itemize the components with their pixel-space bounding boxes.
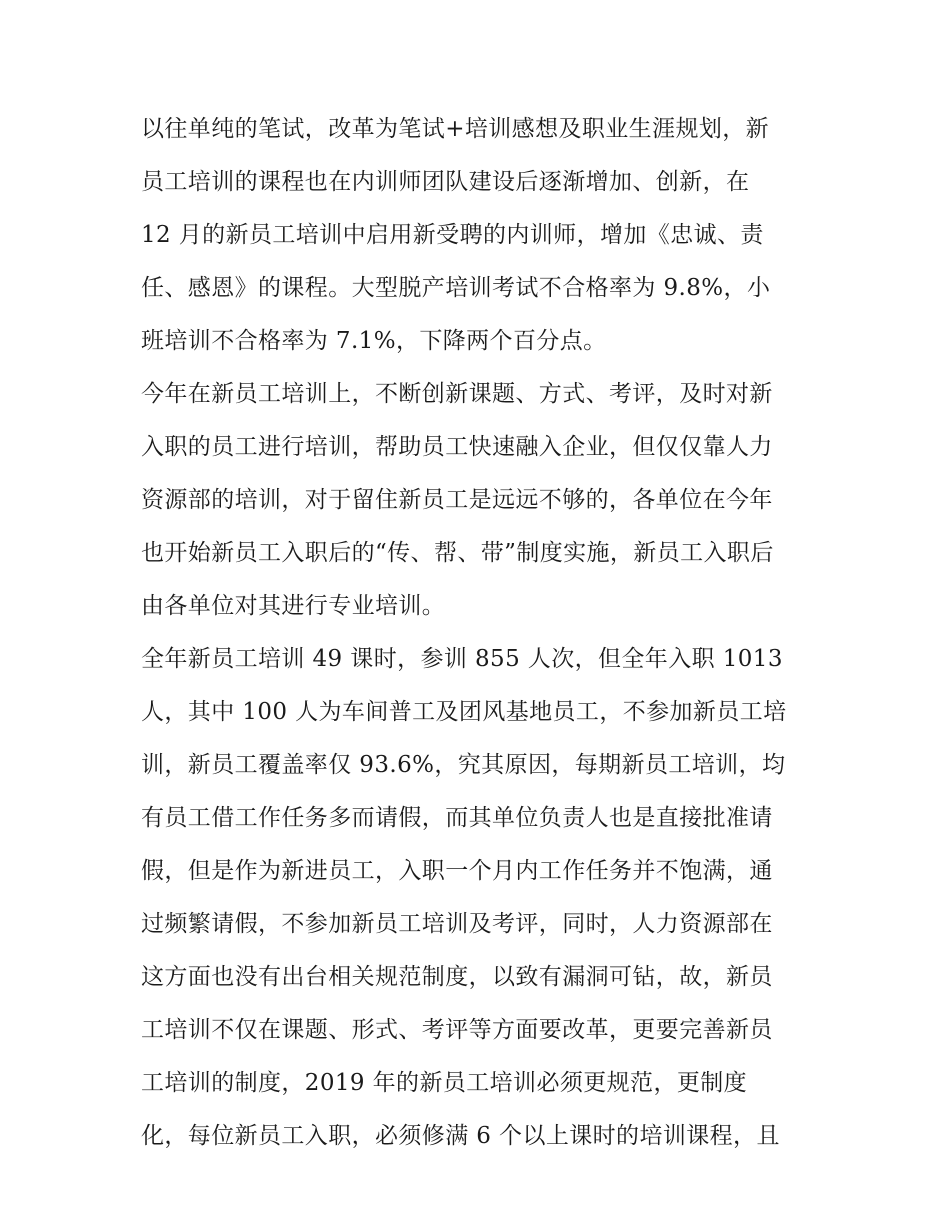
text-line: 任、感恩》的课程。大型脱产培训考试不合格率为 9.8%，小 (141, 275, 771, 301)
text-line: 有员工借工作任务多而请假，而其单位负责人也是直接批准请 (141, 805, 773, 831)
text-line: 人，其中 100 人为车间普工及团风基地员工，不参加新员工培 (141, 699, 787, 725)
text-line: 工培训不仅在课题、形式、考评等方面要改革，更要完善新员 (141, 1017, 773, 1043)
text-line: 员工培训的课程也在内训师团队建设后逐渐增加、创新，在 (141, 169, 750, 195)
text-line: 这方面也没有出台相关规范制度，以致有漏洞可钻，故，新员 (141, 964, 773, 990)
text-line: 12 月的新员工培训中启用新受聘的内训师，增加《忠诚、责 (141, 222, 764, 248)
text-line: 也开始新员工入职后的“传、帮、带”制度实施，新员工入职后 (141, 540, 774, 566)
text-line: 由各单位对其进行专业培训。 (141, 593, 446, 619)
text-line: 班培训不合格率为 7.1%，下降两个百分点。 (141, 328, 607, 354)
text-line: 入职的员工进行培训，帮助员工快速融入企业，但仅仅靠人力 (141, 434, 773, 460)
text-line: 全年新员工培训 49 课时，参训 855 人次，但全年入职 1013 (141, 646, 783, 672)
text-line: 化，每位新员工入职，必须修满 6 个以上课时的培训课程，且 (141, 1123, 780, 1149)
text-line: 今年在新员工培训上，不断创新课题、方式、考评，及时对新 (141, 381, 773, 407)
text-line: 过频繁请假，不参加新员工培训及考评，同时，人力资源部在 (141, 911, 773, 937)
text-line: 训，新员工覆盖率仅 93.6%，究其原因，每期新员工培训，均 (141, 752, 786, 778)
text-line: 工培训的制度，2019 年的新员工培训必须更规范，更制度 (141, 1070, 748, 1096)
text-line: 资源部的培训，对于留住新员工是远远不够的，各单位在今年 (141, 487, 773, 513)
text-line: 假，但是作为新进员工，入职一个月内工作任务并不饱满，通 (141, 858, 773, 884)
text-line: 以往单纯的笔试，改革为笔试+培训感想及职业生涯规划，新 (141, 116, 770, 142)
